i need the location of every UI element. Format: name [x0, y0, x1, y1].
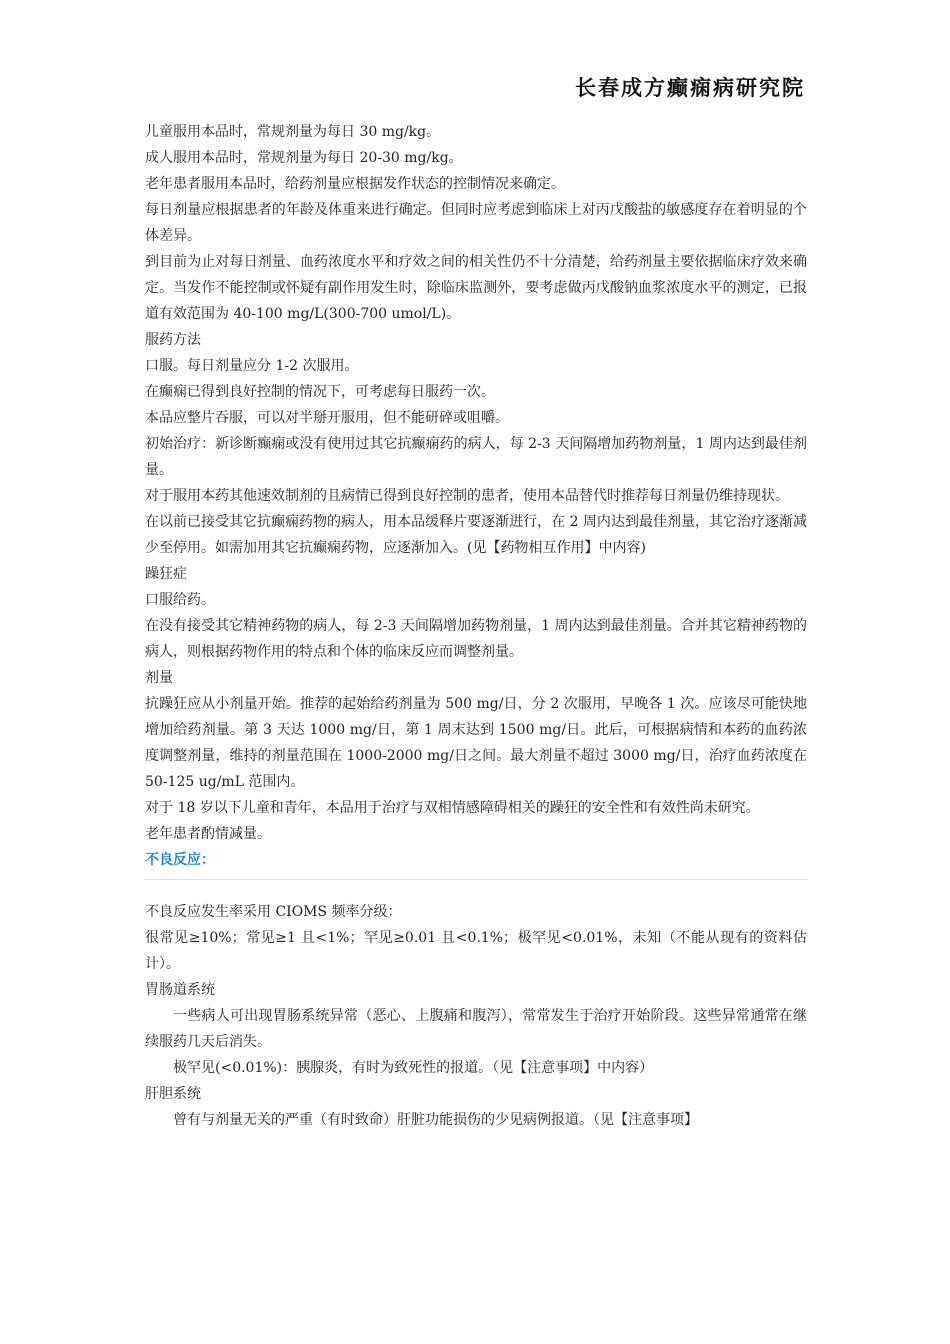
paragraph: 老年患者服用本品时，给药剂量应根据发作状态的控制情况来确定。	[145, 176, 565, 192]
paragraph: 不良反应发生率采用 CIOMS 频率分级：	[145, 904, 402, 920]
paragraph: 很常见≥10%；常见≥1 且<1%；罕见≥0.01 且<0.1%；极罕见<0.01%，未知（不能从现有的资料估计）。	[145, 930, 807, 972]
subheading-mania: 躁狂症	[145, 566, 187, 582]
paragraph: 本品应整片吞服，可以对半掰开服用，但不能研碎或咀嚼。	[145, 410, 509, 426]
section-divider	[145, 879, 807, 880]
subheading-dosage: 剂量	[145, 670, 173, 686]
paragraph: 初始治疗：新诊断癫痫或没有使用过其它抗癫痫药的病人，每 2-3 天间隔增加药物剂量，1 周内达到最佳剂量。	[145, 436, 807, 478]
paragraph: 抗躁狂应从小剂量开始。推荐的起始给药剂量为 500 mg/日，分 2 次服用，早晚各 1 次。应该尽可能快地增加给药剂量。第 3 天达 1000 mg/日，第 1 周末达到 1500 mg/日。此后，可根据病情和本药的血药浓度调整剂量，维持的剂量范围在 1000-2000 mg/日之间。最大剂量不超过 3000 mg/日，治疗血药浓度在 50-125 ug/mL 范围内。	[145, 696, 807, 790]
paragraph: 曾有与剂量无关的严重（有时致命）肝脏功能损伤的少见病例报道。（见【注意事项】	[173, 1112, 698, 1128]
subheading-hepatobiliary: 肝胆系统	[145, 1086, 201, 1102]
paragraph: 儿童服用本品时，常规剂量为每日 30 mg/kg。	[145, 124, 441, 140]
adverse-reactions-heading: 不良反应：	[145, 852, 215, 868]
paragraph: 极罕见(<0.01%)：胰腺炎，有时为致死性的报道。（见【注意事项】中内容）	[173, 1060, 654, 1076]
paragraph: 在没有接受其它精神药物的病人，每 2-3 天间隔增加药物剂量，1 周内达到最佳剂量。合并其它精神药物的病人，则根据药物作用的特点和个体的临床反应而调整剂量。	[145, 618, 807, 660]
subheading-gi: 胃肠道系统	[145, 982, 215, 998]
paragraph: 每日剂量应根据患者的年龄及体重来进行确定。但同时应考虑到临床上对丙戊酸盐的敏感度存在着明显的个体差异。	[145, 202, 807, 244]
subheading-administration: 服药方法	[145, 332, 201, 348]
document-body	[145, 119, 807, 1133]
paragraph: 在癫痫已得到良好控制的情况下，可考虑每日服药一次。	[145, 384, 495, 400]
paragraph: 口服。每日剂量应分 1-2 次服用。	[145, 358, 359, 374]
paragraph: 对于服用本药其他速效制剂的且病情已得到良好控制的患者，使用本品替代时推荐每日剂量仍维持现状。	[145, 488, 789, 504]
paragraph: 到目前为止对每日剂量、血药浓度水平和疗效之间的相关性仍不十分清楚，给药剂量主要依据临床疗效来确定。当发作不能控制或怀疑有副作用发生时，除临床监测外，要考虑做丙戊酸钠血浆浓度水平的测定，已报道有效范围为 40-100 mg/L(300-700 umol/L)。	[145, 254, 807, 322]
institute-title: 长春成方癫痫病研究院	[575, 76, 805, 100]
paragraph: 一些病人可出现胃肠系统异常（恶心、上腹痛和腹泻），常常发生于治疗开始阶段。这些异常通常在继续服药几天后消失。	[145, 1008, 807, 1050]
paragraph: 成人服用本品时，常规剂量为每日 20-30 mg/kg。	[145, 150, 463, 166]
paragraph: 对于 18 岁以下儿童和青年，本品用于治疗与双相情感障碍相关的躁狂的安全性和有效性尚未研究。	[145, 800, 760, 816]
paragraph: 口服给药。	[145, 592, 215, 608]
paragraph: 在以前已接受其它抗癫痫药物的病人，用本品缓释片要逐渐进行，在 2 周内达到最佳剂量，其它治疗逐渐减少至停用。如需加用其它抗癫痫药物，应逐渐加入。(见【药物相互作用】中内容)	[145, 514, 807, 556]
paragraph: 老年患者酌情减量。	[145, 826, 271, 842]
